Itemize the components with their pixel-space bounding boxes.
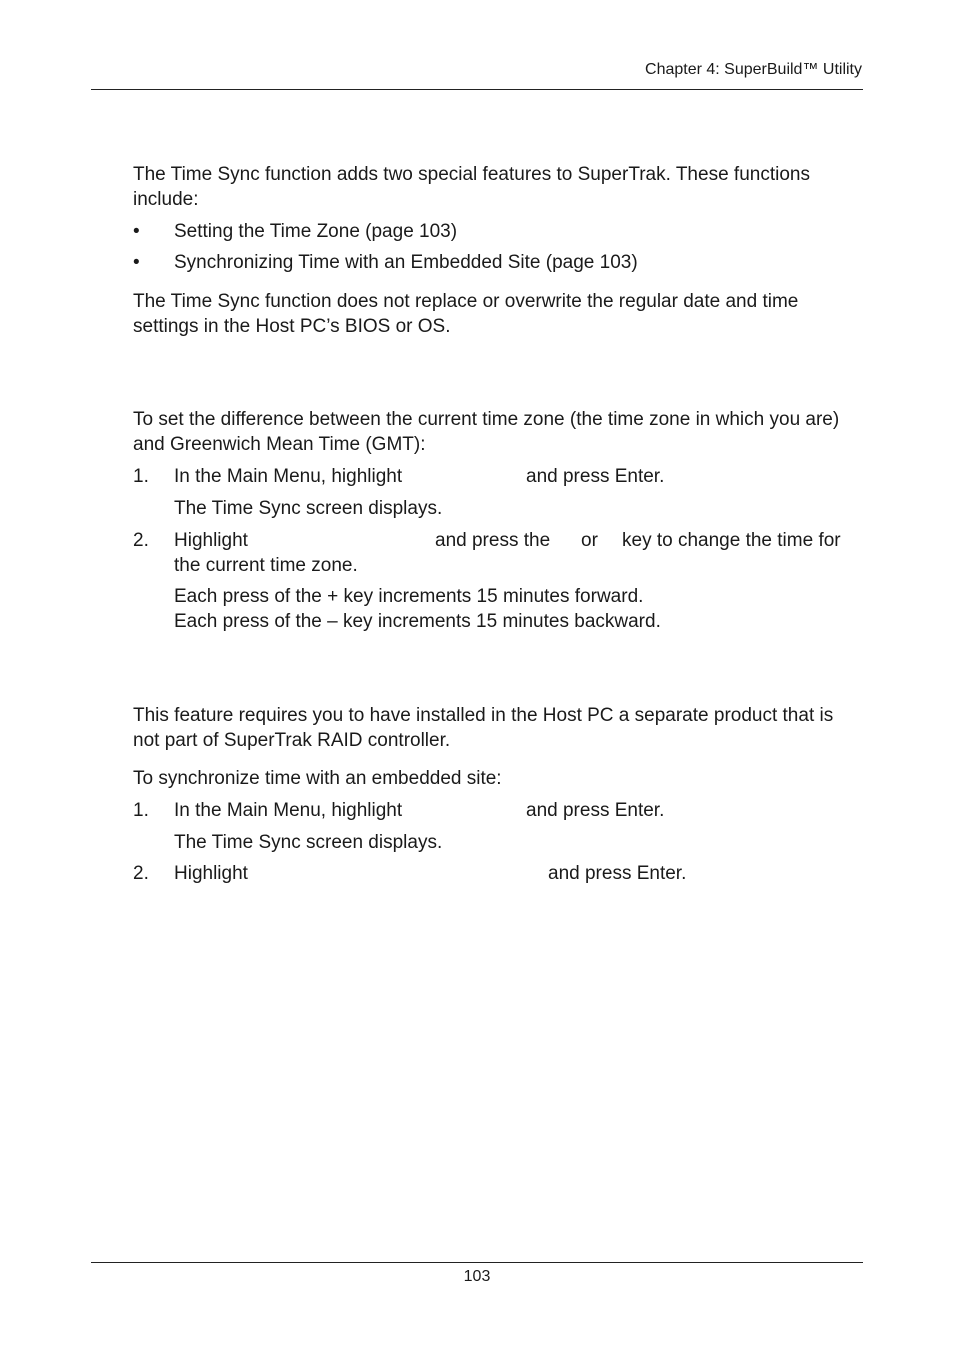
step-note: Each press of the + key increments 15 minutes forward.	[174, 586, 644, 607]
page-number: 103	[463, 1268, 491, 1285]
step-text: Highlight	[174, 530, 248, 551]
step-number: 1.	[133, 466, 149, 487]
bullet-item-time-zone: Setting the Time Zone (page 103)	[174, 221, 458, 242]
step-text: and press Enter.	[526, 800, 665, 821]
step-note: Each press of the – key increments 15 minutes backward.	[174, 611, 661, 632]
bullet-mark: •	[133, 252, 140, 273]
step-number: 1.	[133, 800, 149, 821]
step-text: and press Enter.	[526, 466, 665, 487]
bullet-mark: •	[133, 221, 140, 242]
intro-paragraph: The Time Sync function adds two special features to SuperTrak. These functions include:	[133, 164, 810, 210]
timezone-intro: To set the difference between the current time zone (the time zone in which you are) and Greenwich Mean Time (GMT):	[133, 409, 840, 455]
bullet-item-embedded-site: Synchronizing Time with an Embedded Site (page 103)	[174, 252, 638, 273]
step-text: and press the	[435, 530, 551, 551]
running-header: Chapter 4: SuperBuild™ Utility	[645, 61, 862, 78]
step-text: and press Enter.	[548, 863, 687, 884]
step-text: Highlight	[174, 863, 248, 884]
step-text: In the Main Menu, highlight	[174, 800, 403, 821]
step-result: The Time Sync screen displays.	[174, 832, 443, 853]
step-text: key to change the time for	[622, 530, 841, 551]
header-rule	[91, 89, 863, 90]
intro-note-paragraph: The Time Sync function does not replace or overwrite the regular date and time settings in the Host PC’s BIOS or OS.	[133, 291, 799, 337]
step-number: 2.	[133, 530, 149, 551]
step-text: In the Main Menu, highlight	[174, 466, 403, 487]
step-result: The Time Sync screen displays.	[174, 498, 443, 519]
step-text: or	[581, 530, 598, 551]
footer-rule	[91, 1262, 863, 1263]
step-text: the current time zone.	[174, 555, 358, 576]
step-number: 2.	[133, 863, 149, 884]
embedded-paragraph: This feature requires you to have installed in the Host PC a separate product that is not part of SuperTrak RAID controller.	[133, 705, 834, 751]
embedded-intro: To synchronize time with an embedded site:	[133, 768, 502, 789]
